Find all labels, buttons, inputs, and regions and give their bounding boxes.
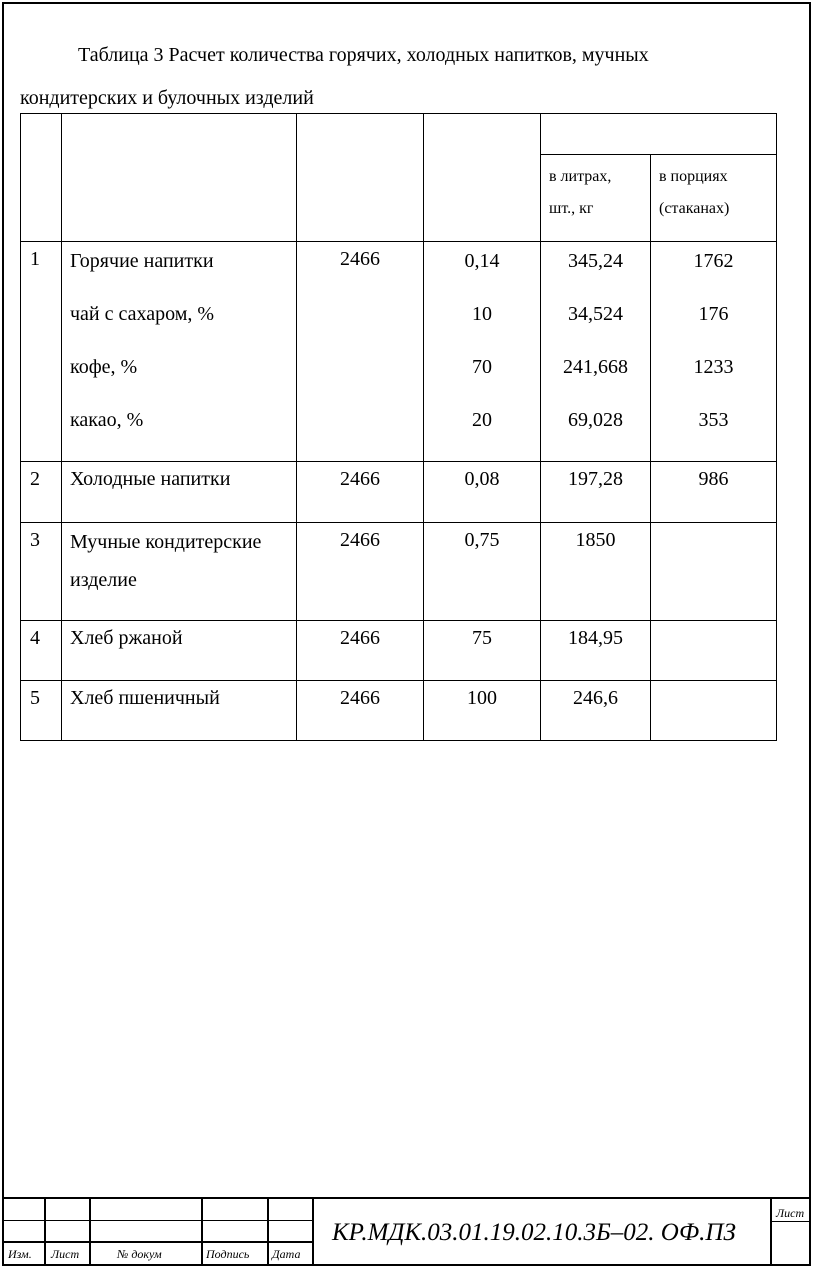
table-row: 2 Холодные напитки 2466 0,08 197,28 986 bbox=[21, 462, 777, 523]
stamp-label-date: Дата bbox=[272, 1247, 301, 1261]
caption-line-1: Таблица 3 Расчет количества горячих, холодных напитков, мучных bbox=[78, 44, 649, 66]
title-block bbox=[2, 1197, 811, 1266]
table-row: 5 Хлеб пшеничный 2466 100 246,6 bbox=[21, 681, 777, 741]
caption-line-2: кондитерских и булочных изделий bbox=[20, 87, 314, 109]
calculation-table bbox=[20, 113, 777, 741]
subheader-portions: в порциях (стаканах) bbox=[651, 155, 777, 242]
row-name: Горячие напитки bbox=[70, 250, 214, 272]
subheader-liters: в литрах, шт., кг bbox=[541, 155, 651, 242]
header-cell-norm bbox=[424, 114, 541, 242]
header-cell-name bbox=[62, 114, 297, 242]
stamp-label-izm: Изм. bbox=[8, 1247, 32, 1261]
stamp-label-doc: № докум bbox=[117, 1247, 162, 1261]
row-subname: какао, % bbox=[70, 409, 144, 431]
table-caption bbox=[20, 34, 780, 120]
stamp-label-sign: Подпись bbox=[206, 1247, 250, 1261]
header-cell-total-group bbox=[541, 114, 777, 155]
header-cell-number bbox=[21, 114, 62, 242]
header-row bbox=[21, 114, 777, 155]
header-cell-qty bbox=[297, 114, 424, 242]
stamp-label-list: Лист bbox=[51, 1247, 80, 1261]
row-subname: чай с сахаром, % bbox=[70, 303, 215, 325]
document-code: КР.МДК.03.01.19.02.10.3Б–02. ОФ.ПЗ bbox=[332, 1219, 736, 1246]
sheet-label: Лист bbox=[776, 1206, 805, 1220]
row-subname: кофе, % bbox=[70, 356, 138, 378]
table-row: 1 Горячие напитки чай с сахаром, % кофе, % какао, % 2466 0,14 10 70 20 345,24 34,524 241,668 69,028 1762 176 1233 353 bbox=[21, 242, 777, 462]
table-row: 3 Мучные кондитерские изделие 2466 0,75 1850 bbox=[21, 523, 777, 621]
table-row: 4 Хлеб ржаной 2466 75 184,95 bbox=[21, 621, 777, 681]
